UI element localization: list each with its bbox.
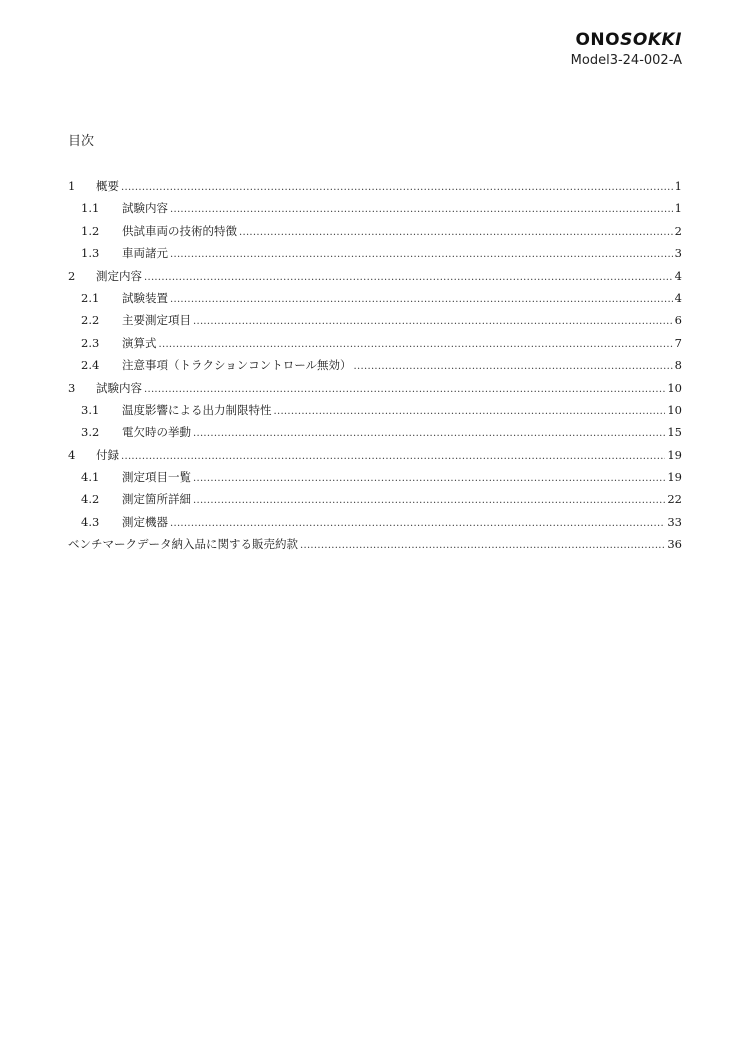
toc-entry-page-number: 3 [674,246,682,261]
toc-entry[interactable] [68,268,682,290]
toc-entry-number: 4.2 [81,492,100,507]
toc-entry-label: 主要測定項目 [122,313,191,328]
toc-entry-page-number: 36 [667,537,682,552]
toc-entry[interactable] [68,447,682,469]
toc-entry-page-number: 19 [667,447,682,462]
toc-entry[interactable] [68,380,682,402]
dot-leader [170,247,673,263]
toc-entry[interactable] [68,245,682,267]
toc-entry-number: 1.3 [81,246,100,261]
dot-leader [193,493,665,509]
toc-entry[interactable] [68,200,682,222]
toc-entry-page-number: 10 [667,402,682,417]
toc-entry-number: 4.3 [81,514,100,529]
toc-entry[interactable] [68,335,682,357]
toc-entry-number: 1.2 [81,223,100,238]
toc-entry-label: 試験装置 [122,290,168,305]
toc-entry-page-number: 2 [674,223,682,238]
dot-leader [170,516,665,532]
toc-entry-label: 演算式 [122,335,157,350]
toc-entry[interactable] [68,402,682,424]
toc-entry-page-number: 4 [674,268,682,283]
toc-entry-label: 供試車両の技術的特徴 [122,223,237,238]
toc-entry-label: 測定箇所詳細 [122,492,191,507]
toc-entry-label: 電欠時の挙動 [122,425,191,440]
dot-leader [121,449,665,465]
dot-leader [144,270,673,286]
toc-entry-number: 3.2 [81,425,100,440]
toc-entry-number: 2 [68,268,76,283]
dot-leader [159,337,673,353]
toc-entry-page-number: 8 [674,358,682,373]
toc-entry-label: 試験内容 [96,380,142,395]
toc-entry[interactable] [68,514,682,536]
toc-entry-number: 4.1 [81,470,100,485]
toc-entry-page-number: 1 [674,179,682,193]
toc-entry-number: 3 [68,380,76,395]
dot-leader [193,314,673,330]
toc-entry-page-number: 10 [667,380,682,395]
dot-leader [144,382,665,398]
toc-entry[interactable] [68,536,682,558]
toc-entry-label: 注意事項（トラクションコントロール無効） [122,358,352,373]
toc-entry-label: 車両諸元 [122,246,168,261]
toc-entry-number: 2.1 [81,290,100,305]
toc-entry-number: 2.2 [81,313,100,328]
toc-entry-page-number: 19 [667,470,682,485]
toc-entry-page-number: 6 [674,313,682,328]
toc-entry-number: 3.1 [81,402,100,417]
toc-entry-label: 試験内容 [122,201,168,216]
toc-entry[interactable] [68,312,682,334]
dot-leader [170,202,673,218]
toc-entry-label: ベンチマークデータ納入品に関する販売約款 [68,537,298,552]
dot-leader [354,359,673,375]
toc-entry-label: 測定項目一覧 [122,470,191,485]
toc-entry-page-number: 4 [674,290,682,305]
toc-entry-label: 測定機器 [122,514,168,529]
table-of-contents [68,178,682,559]
toc-entry-label: 測定内容 [96,268,142,283]
toc-entry[interactable] [68,424,682,446]
toc-entry-number: 2.4 [81,358,100,373]
dot-leader [239,225,673,241]
toc-entry-page-number: 22 [667,492,682,507]
toc-entry[interactable] [68,469,682,491]
dot-leader [121,180,673,196]
toc-entry-page-number: 7 [674,335,682,350]
toc-entry-page-number: 15 [667,425,682,440]
toc-entry[interactable] [68,223,682,245]
dot-leader [193,426,665,442]
toc-entry-label: 温度影響による出力制限特性 [122,402,272,417]
toc-title: 目次 [68,134,95,149]
toc-entry-number: 1 [68,179,76,193]
dot-leader [274,404,666,420]
toc-entry-number: 2.3 [81,335,100,350]
toc-entry-number: 1.1 [81,201,100,216]
dot-leader [300,538,665,554]
dot-leader [170,292,673,308]
toc-entry-label: 付録 [96,447,119,462]
page-header [571,30,682,69]
toc-entry[interactable] [68,491,682,513]
toc-entry-label: 概要 [96,179,119,193]
company-logo: ONOSOKKI [575,30,682,50]
toc-entry-number: 4 [68,447,76,462]
toc-entry[interactable] [68,357,682,379]
model-number: Model3-24-002-A [570,53,682,68]
toc-entry[interactable] [68,178,682,200]
toc-entry[interactable] [68,290,682,312]
toc-entry-page-number: 33 [667,514,682,529]
toc-entry-page-number: 1 [674,201,682,216]
dot-leader [193,471,665,487]
